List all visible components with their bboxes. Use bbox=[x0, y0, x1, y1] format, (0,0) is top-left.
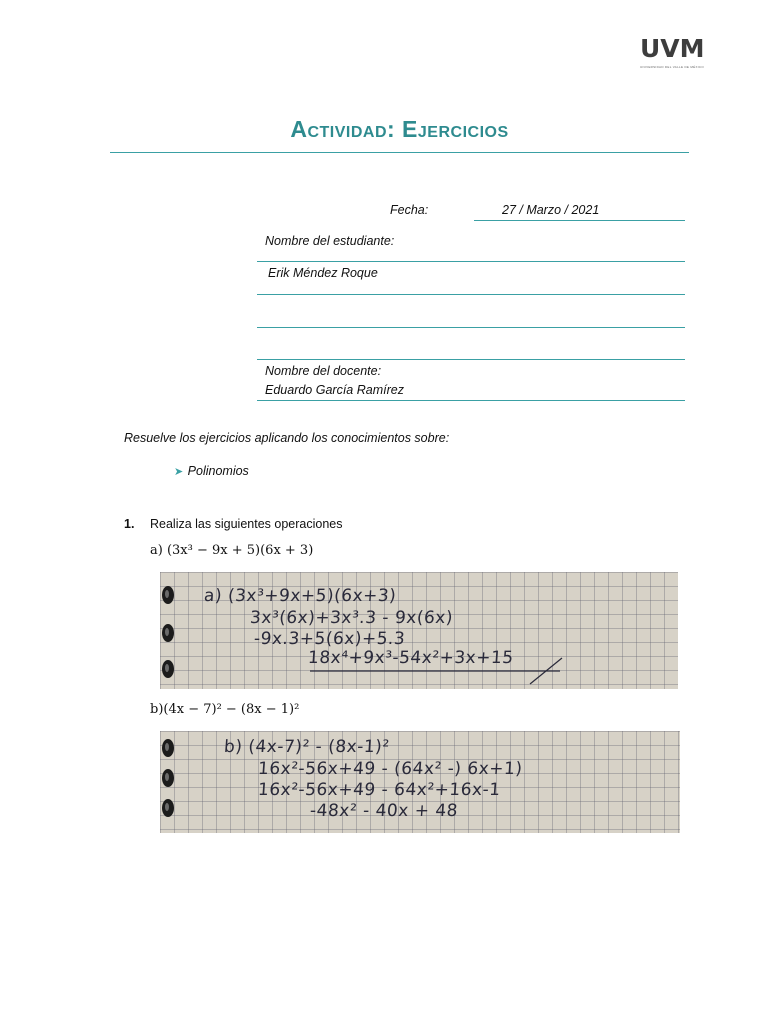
spiral-ring-icon bbox=[162, 769, 174, 787]
handwritten-line: -48x² - 40x + 48 bbox=[309, 801, 459, 821]
date-underline bbox=[474, 220, 685, 221]
handwritten-photo-a bbox=[160, 572, 678, 689]
topic-item bbox=[174, 462, 249, 480]
blank-line-1 bbox=[257, 327, 685, 328]
exercise-a-expression: a) (3x³ − 9x + 5)(6x + 3) bbox=[150, 543, 314, 558]
spiral-ring-icon bbox=[162, 739, 174, 757]
handwritten-line: -9x.3+5(6x)+5.3 bbox=[253, 629, 406, 649]
blank-line-2 bbox=[257, 359, 685, 360]
pen-strokes bbox=[160, 572, 678, 689]
exercise-text: Realiza las siguientes operaciones bbox=[150, 517, 343, 531]
logo-tagline: UNIVERSIDAD DEL VALLE DE MÉXICO bbox=[640, 65, 704, 69]
handwritten-line: b) (4x-7)² - (8x-1)² bbox=[223, 737, 391, 757]
title-divider bbox=[110, 152, 689, 153]
student-name-underline bbox=[257, 294, 685, 295]
handwritten-line: 18x⁴+9x³-54x²+3x+15 bbox=[307, 648, 515, 668]
handwritten-photo-b bbox=[160, 731, 680, 833]
instructions: Resuelve los ejercicios aplicando los conocimientos sobre: bbox=[124, 431, 450, 445]
topic-label: Polinomios bbox=[187, 464, 249, 478]
handwritten-line: a) (3x³+9x+5)(6x+3) bbox=[203, 586, 397, 606]
spiral-ring-icon bbox=[162, 799, 174, 817]
date-label: Fecha: bbox=[390, 203, 429, 217]
student-label-underline bbox=[257, 261, 685, 262]
arrow-bullet-icon: ➤ bbox=[174, 466, 184, 478]
student-name: Erik Méndez Roque bbox=[268, 266, 378, 280]
handwritten-line: 3x³(6x)+3x³.3 - 9x(6x) bbox=[249, 608, 454, 628]
uvm-logo bbox=[640, 36, 720, 76]
logo-text: UVM bbox=[640, 34, 705, 63]
handwritten-line: 16x²-56x+49 - 64x²+16x-1 bbox=[257, 780, 502, 800]
teacher-name: Eduardo García Ramírez bbox=[265, 383, 404, 397]
exercise-number: 1. bbox=[124, 517, 135, 531]
date-value: 27 / Marzo / 2021 bbox=[502, 203, 600, 217]
student-label: Nombre del estudiante: bbox=[265, 234, 395, 248]
page-title: Actividad: Ejercicios bbox=[290, 116, 509, 142]
teacher-label: Nombre del docente: bbox=[265, 364, 382, 378]
exercise-b-expression: b)(4x − 7)² − (8x − 1)² bbox=[150, 702, 300, 717]
teacher-underline bbox=[257, 400, 685, 401]
handwritten-line: 16x²-56x+49 - (64x² -) 6x+1) bbox=[257, 759, 524, 779]
